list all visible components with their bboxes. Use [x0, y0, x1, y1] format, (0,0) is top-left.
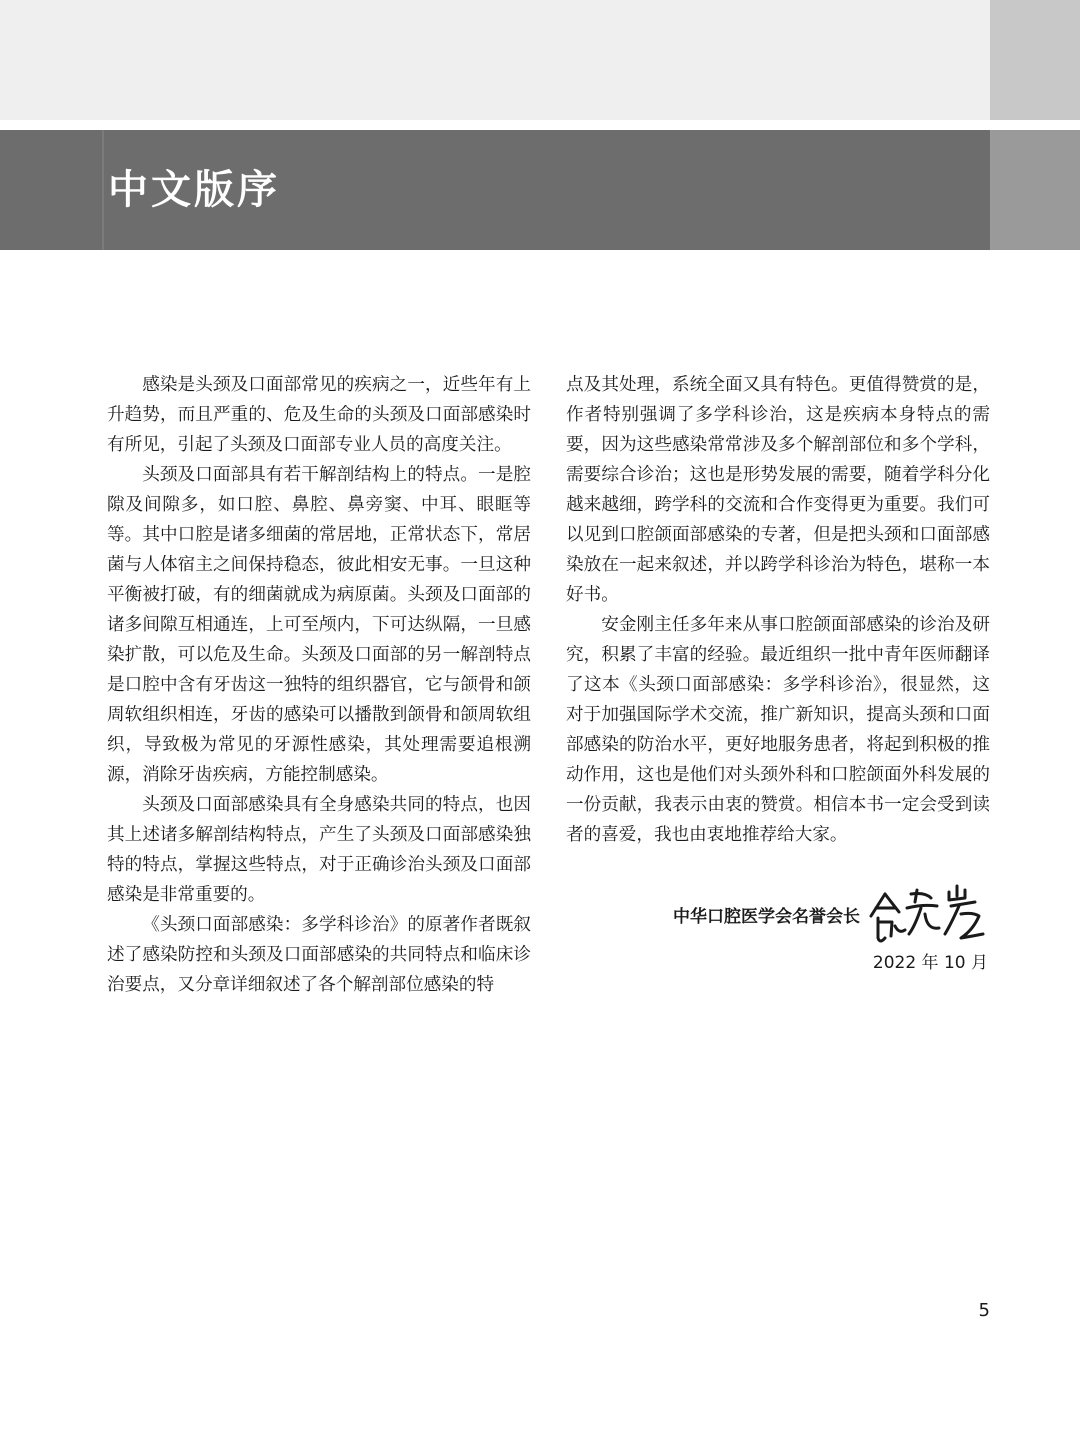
page-number: 5	[978, 1300, 990, 1321]
paragraph: 安金刚主任多年来从事口腔颌面部感染的诊治及研究，积累了丰富的经验。最近组织一批中青年医师翻译了这本《头颈口面部感染：多学科诊治》，很显然，这对于加强国际学术交流，推广新知识，提高头颈和口面部感染的防治水平，更好地服务患者，将起到积极的推动作用，这也是他们对头颈外科和口腔颌面外科发展的一份贡献，我表示由衷的赞赏。相信本书一定会受到读者的喜爱，我也由衷地推荐给大家。	[566, 615, 990, 845]
title-band-divider	[102, 130, 104, 250]
left-column	[107, 370, 531, 1000]
paragraph-continuation: 点及其处理，系统全面又具有特色。更值得赞赏的是，作者特别强调了多学科诊治，这是疾病本身特点的需要，因为这些感染常常涉及多个解剖部位和多个学科，需要综合诊治；这也是形势发展的需要，随着学科分化越来越细，跨学科的交流和合作变得更为重要。我们可以见到口腔颌面部感染的专著，但是把头颈和口面部感染放在一起来叙述，并以跨学科诊治为特色，堪称一本好书。	[566, 375, 990, 605]
header-corner-block	[990, 0, 1080, 120]
paragraph: 头颈及口面部感染具有全身感染共同的特点，也因其上述诸多解剖结构特点，产生了头颈及口面部感染独特的特点，掌握这些特点，对于正确诊治头颈及口面部感染是非常重要的。	[107, 795, 531, 905]
right-column	[566, 370, 990, 850]
date: 2022 年 10 月	[872, 953, 988, 973]
paragraph: 头颈及口面部具有若干解剖结构上的特点。一是腔隙及间隙多，如口腔、鼻腔、鼻旁窦、中耳、眼眶等等。其中口腔是诸多细菌的常居地，正常状态下，常居菌与人体宿主之间保持稳态，彼此相安无事。一旦这种平衡被打破，有的细菌就成为病原菌。头颈及口面部的诸多间隙互相通连，上可至颅内，下可达纵隔，一旦感染扩散，可以危及生命。头颈及口面部的另一解剖特点是口腔中含有牙齿这一独特的组织器官，它与颌骨和颌周软组织相连，牙齿的感染可以播散到颌骨和颌周软组织，导致极为常见的牙源性感染，其处理需要追根溯源，消除牙齿疾病，方能控制感染。	[107, 465, 531, 785]
page-title: 中文版序	[108, 167, 280, 213]
title-band-corner	[990, 130, 1080, 250]
handwritten-signature	[865, 872, 990, 952]
signatory-title: 中华口腔医学会名誉会长	[673, 907, 860, 927]
paragraph: 感染是头颈及口面部常见的疾病之一，近些年有上升趋势，而且严重的、危及生命的头颈及口面部感染时有所见，引起了头颈及口面部专业人员的高度关注。	[107, 375, 531, 455]
signature-block	[566, 872, 990, 952]
paragraph: 《头颈口面部感染：多学科诊治》的原著作者既叙述了感染防控和头颈及口面部感染的共同特点和临床诊治要点，又分章详细叙述了各个解剖部位感染的特	[107, 915, 531, 995]
header-light-band	[0, 0, 990, 120]
